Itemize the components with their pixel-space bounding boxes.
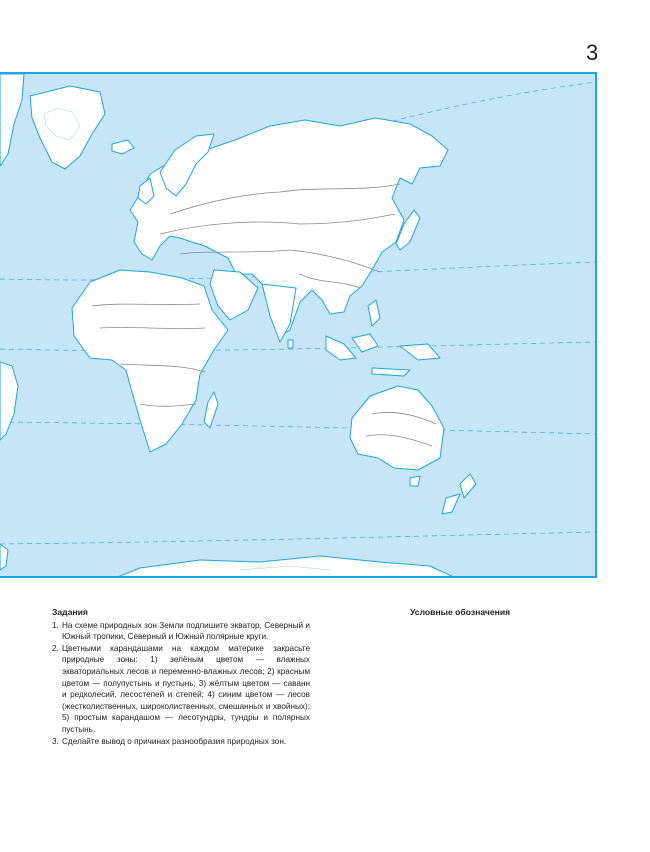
map-svg <box>0 74 597 578</box>
task-number: 2. <box>52 643 59 653</box>
task-item-1 <box>52 620 310 643</box>
task-number: 3. <box>52 736 59 746</box>
page-number: 3 <box>586 40 599 65</box>
task-text: Сделайте вывод о причинах разнообразия природных зон. <box>62 736 287 746</box>
tasks-title: Задания <box>52 607 88 617</box>
task-item-2 <box>52 643 310 736</box>
legend-title: Условные обозначения <box>410 607 511 617</box>
task-text: На схеме природных зон Земли подпишите экватор, Северный и Южный тропики, Северный и Южный полярные круги. <box>62 620 310 642</box>
task-item-3 <box>52 736 310 748</box>
tasks-section <box>52 607 310 747</box>
sri-lanka <box>288 340 293 348</box>
task-number: 1. <box>52 620 59 630</box>
task-text: Цветными карандашами на каждом материке закрасьте природные зоны: 1) зелёным цветом — влажных экваториальных лесов и переменно-влажных лесов; 2) красным цветом — полупустынь и пустынь; 3) жёлтым цветом — саванн и редколесий, лесостепей и степей; 4) синим цветом — лесов (жестколиственных, широколиственных, смешанных и хвойных); 5) простым карандашом — лесотундры, тундры и полярных пустынь. <box>62 643 310 734</box>
world-map <box>0 72 597 578</box>
tasmania <box>410 476 420 486</box>
